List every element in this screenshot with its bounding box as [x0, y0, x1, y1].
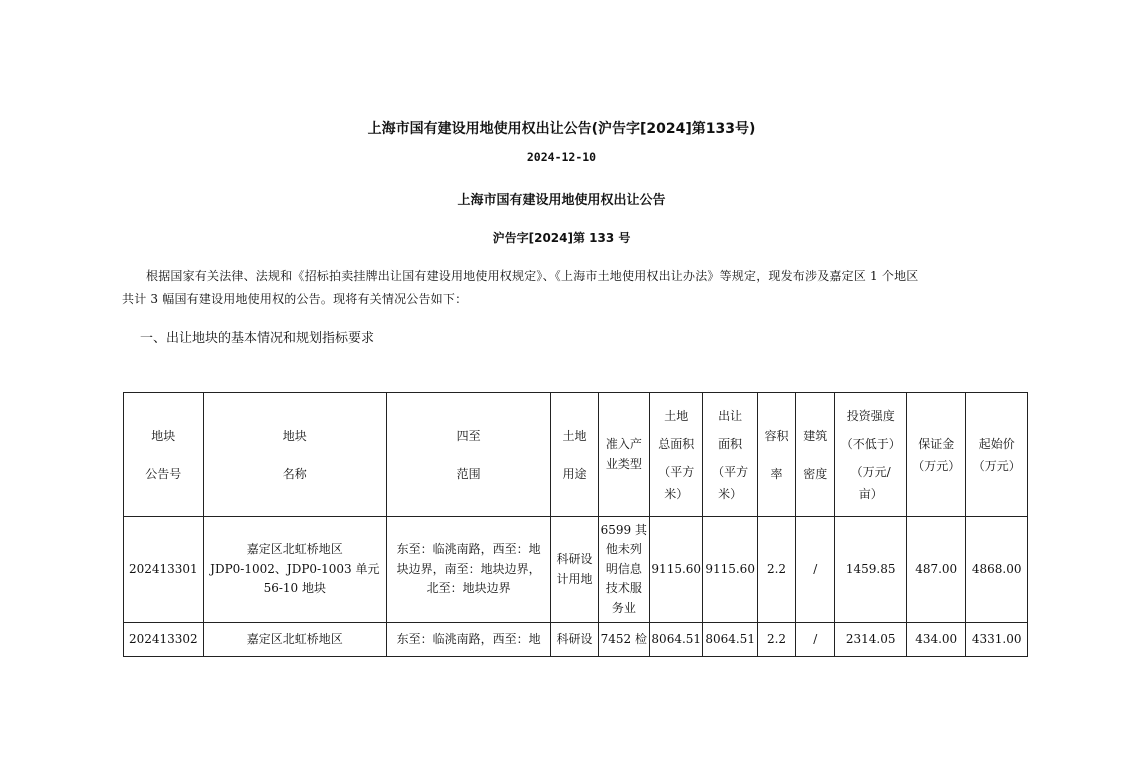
cell-text: 技术服	[605, 581, 642, 596]
cell-text: 北至：地块边界	[426, 581, 511, 596]
header-text: 用途	[562, 466, 587, 481]
cell-total-area: 8064.51	[650, 623, 703, 657]
cell-text: 计用地	[556, 571, 593, 586]
header-text: 亩）	[858, 486, 883, 501]
cell-text: 东至：临洮南路，西至：地	[396, 542, 541, 557]
cell-boundary: 东至：临洮南路，西至：地	[387, 623, 551, 657]
header-text: 保证金	[918, 436, 955, 451]
header-text: （万元）	[972, 458, 1021, 473]
table-header-row	[124, 393, 1028, 517]
cell-start-price: 4868.00	[966, 517, 1028, 623]
cell-text: 他未列	[605, 542, 642, 557]
cell-deposit: 434.00	[906, 623, 965, 657]
cell-start-price: 4331.00	[966, 623, 1028, 657]
header-boundary	[387, 393, 551, 517]
page-title: 上海市国有建设用地使用权出让公告(沪告字[2024]第133号)	[367, 121, 756, 137]
header-text: 准入产	[605, 437, 642, 451]
cell-land-use	[551, 517, 598, 623]
cell-boundary	[387, 517, 551, 623]
header-text: 名称	[282, 466, 307, 481]
header-total-area	[650, 393, 703, 517]
cell-total-area: 9115.60	[650, 517, 703, 623]
header-notice-no	[124, 393, 204, 517]
header-text: 四至	[456, 428, 481, 443]
header-transfer-area	[703, 393, 757, 517]
header-land-use	[551, 393, 598, 517]
cell-industry-type: 7452 检	[598, 623, 649, 657]
header-text: （平方	[658, 464, 695, 479]
section-heading: 一、出让地块的基本情况和规划指标要求	[140, 331, 375, 346]
header-text: 密度	[803, 466, 828, 481]
table-row	[124, 623, 1028, 657]
header-text: 容积	[764, 428, 789, 443]
header-text: 起始价	[978, 436, 1015, 451]
header-start-price	[966, 393, 1028, 517]
header-text: （万元/	[850, 464, 891, 479]
cell-transfer-area: 8064.51	[703, 623, 757, 657]
parcel-table	[123, 392, 1028, 657]
cell-parcel-name	[203, 517, 386, 623]
cell-industry-type	[598, 517, 649, 623]
header-text: 业类型	[605, 456, 642, 471]
header-text: 总面积	[658, 436, 695, 451]
intro-line-1: 根据国家有关法律、法规和《招标拍卖挂牌出让国有建设用地使用权规定》、《上海市土地使用权出让办法》等规定，现发布涉及嘉定区 1 个地区	[146, 269, 919, 283]
header-text: 公告号	[145, 466, 182, 481]
header-text: 范围	[456, 466, 481, 481]
header-industry-type	[598, 393, 649, 517]
cell-text: 务业	[611, 600, 636, 615]
header-text: （万元）	[912, 458, 961, 473]
cell-far: 2.2	[757, 517, 795, 623]
header-text: 投资强度	[846, 408, 895, 423]
cell-text: JDP0-1002、JDP0-1003 单元	[210, 561, 380, 576]
cell-land-use: 科研设	[551, 623, 598, 657]
cell-investment: 2314.05	[835, 623, 907, 657]
header-text: 率	[770, 466, 783, 481]
notice-number: 沪告字[2024]第 133 号	[492, 231, 631, 245]
cell-investment: 1459.85	[835, 517, 907, 623]
cell-text: 科研设	[556, 552, 593, 566]
header-text: （不低于）	[840, 436, 901, 451]
header-text: 土地	[562, 428, 587, 443]
table-row	[124, 517, 1028, 623]
cell-far: 2.2	[757, 623, 795, 657]
intro-paragraph	[122, 265, 1026, 311]
header-text: 出让	[718, 408, 743, 423]
header-text: 面积	[718, 436, 743, 451]
cell-text: 嘉定区北虹桥地区	[246, 542, 343, 557]
header-far	[757, 393, 795, 517]
header-text: （平方	[712, 464, 749, 479]
publish-date: 2024-12-10	[526, 150, 597, 164]
cell-parcel-name: 嘉定区北虹桥地区	[203, 623, 386, 657]
notice-title: 上海市国有建设用地使用权出让公告	[457, 193, 666, 208]
cell-density: /	[796, 517, 835, 623]
header-text: 地块	[151, 428, 176, 443]
intro-line-2: 共计 3 幅国有建设用地使用权的公告。现将有关情况公告如下：	[122, 292, 468, 306]
header-text: 建筑	[803, 428, 828, 443]
header-text: 土地	[664, 408, 689, 423]
cell-density: /	[796, 623, 835, 657]
cell-text: 56-10 地块	[263, 581, 327, 596]
header-density	[796, 393, 835, 517]
cell-notice-no: 202413301	[124, 517, 204, 623]
cell-notice-no: 202413302	[124, 623, 204, 657]
header-parcel-name	[203, 393, 386, 517]
cell-deposit: 487.00	[906, 517, 965, 623]
header-deposit	[906, 393, 965, 517]
cell-transfer-area: 9115.60	[703, 517, 757, 623]
cell-text: 6599 其	[600, 522, 648, 537]
header-text: 地块	[282, 428, 307, 443]
cell-text: 明信息	[605, 561, 642, 576]
header-text: 米）	[664, 486, 689, 501]
cell-text: 块边界，南至：地块边界，	[396, 561, 541, 576]
header-text: 米）	[718, 486, 743, 501]
header-investment	[835, 393, 907, 517]
